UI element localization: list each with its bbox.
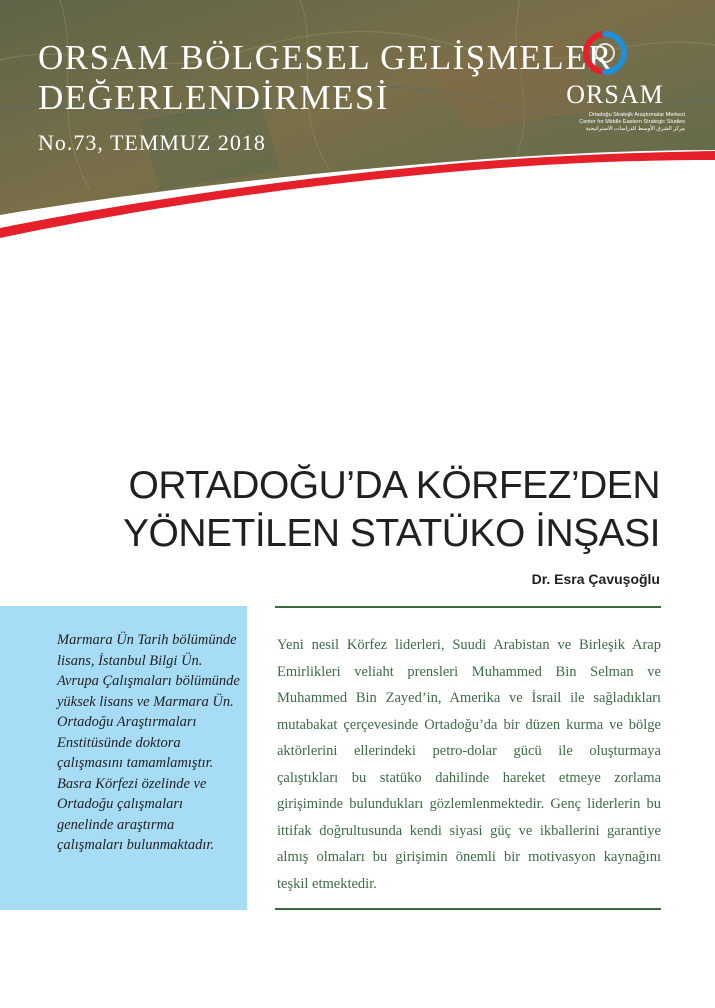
series-title [38, 38, 613, 118]
logo-subtitle-en: Center for Middle Eastern Strategic Studies [579, 119, 685, 125]
article-title [123, 462, 660, 558]
logo-subtitle-tr: Ortadoğu Stratejik Araştırmalar Merkezi [588, 112, 685, 118]
author-bio-box [0, 606, 247, 910]
cover-header [0, 0, 715, 245]
orsam-logo-icon [582, 30, 628, 76]
author-bio: Marmara Ün Tarih bölümünde lisans, İstanbul Bilgi Ün. Avrupa Çalışmaları bölümünde yüksek lisans ve Marmara Ün. Ortadoğu Araştırmaları Enstitüsünde doktora çalışmasını tamamlamıştır. Basra Körfezi özelinde ve Ortadoğu çalışmaları genelinde araştırma çalışmaları bulunmaktadır. [57, 632, 240, 853]
series-title-line1: ORSAM BÖLGESEL GELİŞMELER [38, 38, 613, 77]
orsam-logo [545, 30, 685, 160]
series-title-line2: DEĞERLENDİRMESİ [38, 78, 390, 117]
logo-subtitle-ar: مركز الشرق الأوسط للدراسات الاستراتيجية [585, 126, 685, 132]
author-name: Dr. Esra Çavuşoğlu [531, 571, 660, 587]
article-summary: Yeni nesil Körfez liderleri, Suudi Arabistan ve Birleşik Arap Emirlikleri veliaht prensleri Muhammed Bin Selman ve Muhammed Bin Zayed’in, Amerika ve İsrail ile sağladıkları mutabakat çerçevesinde Ortadoğu’da bir düzen kurma ve bölge aktörlerini ellerindeki petro-dolar gücü ile oluşturmaya çalıştıkları bu statüko dahilinde hareket etmeye zorlama girişiminde bulundukları gözlemlenmektedir. Genç liderlerin bu ittifak doğrultusunda kendi siyasi güç ve ikballerini garantiye almış olmaları bu girişimin önemli bir motivasyon kaynağını teşkil etmektedir. [277, 637, 661, 892]
issue-number: No.73, TEMMUZ 2018 [38, 130, 266, 155]
article-title-line2: YÖNETİLEN STATÜKO İNŞASI [123, 512, 660, 555]
article-title-line1: ORTADOĞU’DA KÖRFEZ’DEN [128, 464, 660, 507]
orsam-logo-wordmark: ORSAM [566, 80, 664, 109]
top-divider [275, 606, 661, 608]
bottom-divider [275, 908, 661, 910]
